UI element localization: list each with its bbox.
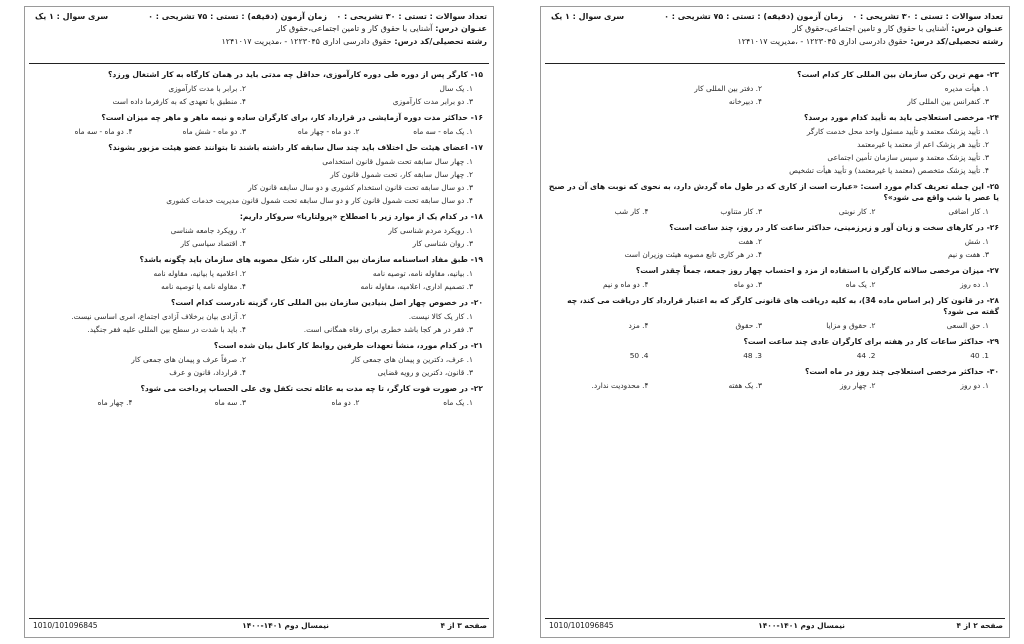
question-number: ۲۷- xyxy=(986,266,999,275)
question-number: ۱۹- xyxy=(470,255,483,264)
exam-time: زمان آزمون (دقیقه) : تستی : ۷۵ تشریحی : ۰ xyxy=(664,12,843,21)
answer-option[interactable]: ۱. ده روز xyxy=(960,280,989,289)
exam-code: 1010/101096845 xyxy=(33,621,98,630)
exam-page-left xyxy=(24,6,494,638)
question-number: ۲۶- xyxy=(986,223,999,232)
answer-option[interactable]: ۴. در هر کاری تابع مصوبه هیئت وزیران است xyxy=(624,250,762,259)
answer-option[interactable]: ۳. سه ماه xyxy=(214,398,246,407)
answer-option[interactable]: ۱. یک ماه xyxy=(443,398,473,407)
answer-option[interactable]: ۲. هفت xyxy=(738,237,762,246)
question-item xyxy=(31,112,487,137)
question-text xyxy=(547,112,1003,123)
question-item xyxy=(547,222,1003,260)
field-label: رشته تحصیلی/کد درس: xyxy=(910,37,1003,46)
question-count: تعداد سوالات : تستی : ۳۰ تشریحی : ۰ xyxy=(852,12,1003,21)
question-number: ۲۱- xyxy=(470,341,483,350)
question-number: ۲۰- xyxy=(470,298,483,307)
answer-option[interactable]: ۴. دبیرخانه xyxy=(728,97,762,106)
question-body: طبق مفاد اساسنامه سازمان بین المللی کار، شکل مصوبه های سازمان باید چگونه باشد؟ xyxy=(139,255,468,264)
question-item xyxy=(31,142,487,206)
question-series: سری سوال : ۱ یک xyxy=(35,12,109,21)
page-footer xyxy=(29,618,489,633)
questions-list xyxy=(547,69,1003,611)
question-body: حداکثر ساعات کار در هفته برای کارگران عادی چند ساعت است؟ xyxy=(743,337,984,346)
page-header xyxy=(545,7,1005,64)
answer-options xyxy=(31,308,487,335)
answer-option[interactable]: ۴. منطبق با تعهدی که به کارفرما داده است xyxy=(112,97,246,106)
question-body: مرخصی استعلاجی باید به تأیید کدام مورد برسد؟ xyxy=(803,113,984,122)
answer-options xyxy=(547,80,1003,107)
answer-option[interactable]: ۲. اعلامیه یا بیانیه، مقاوله نامه xyxy=(153,269,246,278)
answer-option[interactable]: ۴. چهار ماه xyxy=(97,398,133,407)
answer-options xyxy=(31,80,487,107)
answer-options xyxy=(31,153,487,206)
question-body: اعضای هیئت حل اختلاف باید چند سال سابقه کار داشته باشند تا بتوانند عضو هیئت مزبور بشوند؟ xyxy=(108,143,468,152)
answer-options xyxy=(547,233,1003,260)
question-number: ۲۲- xyxy=(470,384,483,393)
answer-options xyxy=(547,123,1003,176)
question-body: مهم ترین رکن سازمان بین المللی کار کدام است؟ xyxy=(797,70,984,79)
answer-option[interactable]: ۱. چهار سال سابقه تحت شمول قانون استخدامی xyxy=(322,157,473,166)
exam-page-right xyxy=(540,6,1010,638)
answer-option[interactable]: ۱. شش xyxy=(964,237,989,246)
answer-option[interactable]: ۴. دو ماه و نیم xyxy=(603,280,649,289)
answer-options xyxy=(547,347,1003,361)
question-text xyxy=(547,265,1003,276)
answer-option[interactable]: 2. 44 xyxy=(856,351,876,360)
question-body: در کدام یک از موارد زیر با اصطلاح «پرولتاریا» سروکار داریم: xyxy=(239,212,468,221)
question-number: ۲۹- xyxy=(986,337,999,346)
question-body: در کارهای سخت و زیان آور و زیرزمینی، حداکثر ساعت کار در روز، چند ساعت است؟ xyxy=(669,223,984,232)
page-header xyxy=(29,7,489,64)
exam-time: زمان آزمون (دقیقه) : تستی : ۷۵ تشریحی : ۰ xyxy=(148,12,327,21)
answer-option[interactable]: ۴. مقاوله نامه یا توصیه نامه xyxy=(161,282,246,291)
answer-option[interactable]: ۳. تصمیم اداری، اعلامیه، مقاوله نامه xyxy=(360,282,473,291)
question-item xyxy=(31,297,487,335)
answer-option[interactable]: ۲. چهار روز xyxy=(839,381,876,390)
field-value: حقوق دادرسی اداری ۱۲۲۳۰۴۵ - ،مدیریت ۱۲۴۱۰۱۷ xyxy=(221,37,392,46)
question-number: ۲۴- xyxy=(986,113,999,122)
question-text xyxy=(31,297,487,308)
question-body: حداکثر مدت دوره آزمایشی در قرارداد کار، برای کارگران ساده و نیمه ماهر و ماهر چه میزان است؟ xyxy=(101,113,468,122)
exam-code: 1010/101096845 xyxy=(549,621,614,630)
answer-option[interactable]: ۳. دو برابر مدت کارآموزی xyxy=(392,97,473,106)
field-value: حقوق دادرسی اداری ۱۲۲۳۰۴۵ - ،مدیریت ۱۲۴۱۰۱۷ xyxy=(737,37,908,46)
answer-options xyxy=(31,265,487,292)
question-item xyxy=(547,265,1003,290)
course-label: عنـوان درس: xyxy=(951,24,1003,33)
term-label: نیمسال دوم ۱۴۰۱-۱۴۰۰ xyxy=(758,621,845,630)
question-text xyxy=(547,69,1003,80)
answer-option[interactable]: 4. 50 xyxy=(629,351,649,360)
answer-option[interactable]: ۳. کار متناوب xyxy=(720,207,762,216)
question-body: در صورت فوت کارگر، تا چه مدت به عائله تحت تکفل وی علی الحساب پرداخت می شود؟ xyxy=(140,384,468,393)
question-body: کارگر پس از دوره طی دوره کارآموزی، حداقل چه مدتی باید در همان کارگاه به کار اشتغال ورزد؟ xyxy=(107,70,468,79)
question-number: ۲۳- xyxy=(986,70,999,79)
question-text xyxy=(31,112,487,123)
question-text xyxy=(547,222,1003,233)
question-number: ۱۵- xyxy=(470,70,483,79)
answer-option[interactable]: ۳. دو ماه - شش ماه xyxy=(182,127,246,136)
question-number: ۱۷- xyxy=(470,143,483,152)
answer-option[interactable]: ۱. حق السعی xyxy=(946,321,989,330)
answer-option[interactable]: ۱. تأیید پزشک معتمد و تأیید مسئول واحد محل خدمت کارگر xyxy=(806,127,989,136)
question-number: ۳۰- xyxy=(986,367,999,376)
question-number: ۱۸- xyxy=(470,212,483,221)
answer-option[interactable]: ۳. روان شناسی کار xyxy=(412,239,473,248)
question-number: ۱۶- xyxy=(470,113,483,122)
question-item xyxy=(547,336,1003,361)
answer-option[interactable]: ۲. صرفاً عرف و پیمان های جمعی کار xyxy=(131,355,246,364)
answer-option[interactable]: ۳. تأیید پزشک معتمد و سپس سازمان تأمین اجتماعی xyxy=(827,153,989,162)
answer-option[interactable]: ۲. یک ماه xyxy=(845,280,876,289)
question-body: در خصوص چهار اصل بنیادین سازمان بین المللی کار، گزینه نادرست کدام است؟ xyxy=(170,298,468,307)
answer-option[interactable]: ۲. دفتر بین المللی کار xyxy=(694,84,762,93)
term-label: نیمسال دوم ۱۴۰۱-۱۴۰۰ xyxy=(242,621,329,630)
answer-option[interactable]: ۳. حقوق xyxy=(735,321,762,330)
question-text xyxy=(31,254,487,265)
question-body: در قانون کار (بر اساس ماده 34)، به کلیه دریافت های قانونی کارگر که به اعتبار قرارداد کار دریافت می کند، چه گفته می شود؟ xyxy=(567,296,999,316)
question-item xyxy=(547,112,1003,176)
question-body: حداکثر مرخصی استعلاجی چند روز در ماه است؟ xyxy=(805,367,984,376)
field-label: رشته تحصیلی/کد درس: xyxy=(394,37,487,46)
question-item xyxy=(547,366,1003,391)
answer-options xyxy=(547,203,1003,217)
question-count: تعداد سوالات : تستی : ۳۰ تشریحی : ۰ xyxy=(336,12,487,21)
question-text xyxy=(547,336,1003,347)
question-item xyxy=(31,69,487,107)
answer-option[interactable]: ۳. دو ماه xyxy=(734,280,762,289)
answer-option[interactable]: ۴. مزد xyxy=(628,321,649,330)
answer-option[interactable]: ۲. کار نوبتی xyxy=(838,207,876,216)
question-text xyxy=(31,211,487,222)
answer-option[interactable]: ۴. باید با شدت در سطح بین المللی علیه فقر جنگید. xyxy=(87,325,246,334)
answer-option[interactable]: ۳. قانون، دکترین و رویه قضایی xyxy=(377,368,473,377)
page-number: صفحه ۲ از ۴ xyxy=(956,621,1003,630)
answer-option[interactable]: ۳. یک هفته xyxy=(728,381,762,390)
answer-option[interactable]: ۲. دو ماه - چهار ماه xyxy=(297,127,360,136)
answer-option[interactable]: ۱. عرف، دکترین و پیمان های جمعی کار xyxy=(351,355,473,364)
question-text xyxy=(31,142,487,153)
questions-list xyxy=(31,69,487,611)
page-number: صفحه ۳ از ۴ xyxy=(440,621,487,630)
answer-options xyxy=(31,123,487,137)
answer-option[interactable]: ۴. اقتصاد سیاسی کار xyxy=(180,239,246,248)
answer-option[interactable]: ۱. بیانیه، مقاوله نامه، توصیه نامه xyxy=(372,269,473,278)
course-value: آشنایی با حقوق کار و تامین اجتماعی،حقوق کار xyxy=(276,24,433,33)
answer-option[interactable]: ۴. تأیید پزشک متخصص (معتمد یا غیرمعتمد) و تأیید هیأت تشخیص xyxy=(789,166,989,175)
question-text xyxy=(547,295,1003,317)
question-number: ۲۸- xyxy=(986,296,999,305)
answer-option[interactable]: ۴. کار شب xyxy=(614,207,649,216)
answer-option[interactable]: ۱. هیأت مدیره xyxy=(944,84,989,93)
answer-option[interactable]: ۲. چهار سال سابقه کار، تحت شمول قانون کار xyxy=(330,170,473,179)
answer-option[interactable]: ۳. کنفرانس بین المللی کار xyxy=(907,97,989,106)
question-text xyxy=(547,366,1003,377)
answer-option[interactable]: ۱. دو روز xyxy=(960,381,989,390)
question-item xyxy=(547,295,1003,331)
answer-option[interactable]: ۱. کار اضافی xyxy=(948,207,989,216)
answer-options xyxy=(31,394,487,408)
question-text xyxy=(31,383,487,394)
answer-option[interactable]: ۲. تأیید هر پزشک اعم از معتمد یا غیرمعتمد xyxy=(857,140,989,149)
question-body: میزان مرخصی سالانه کارگران با استفاده از مزد و احتساب چهار روز جمعه، جمعاً چقدر است؟ xyxy=(635,266,984,275)
question-series: سری سوال : ۱ یک xyxy=(551,12,625,21)
answer-options xyxy=(547,276,1003,290)
question-item xyxy=(31,254,487,292)
answer-option[interactable]: ۲. آزادی بیان برخلاف آزادی اجتماع، امری اساسی نیست. xyxy=(71,312,246,321)
question-item xyxy=(547,69,1003,107)
answer-options xyxy=(547,377,1003,391)
course-value: آشنایی با حقوق کار و تامین اجتماعی،حقوق کار xyxy=(792,24,949,33)
answer-option[interactable]: ۱. کار یک کالا نیست. xyxy=(408,312,473,321)
page-gutter xyxy=(494,0,540,644)
answer-options xyxy=(31,222,487,249)
question-text xyxy=(547,181,1003,203)
answer-options xyxy=(547,317,1003,331)
answer-option[interactable]: ۴. دو سال سابقه تحت شمول قانون کار و دو سال سابقه تحت شمول قانون مدیریت خدمات کشوری xyxy=(166,196,473,205)
answer-option[interactable]: ۱. یک سال xyxy=(439,84,473,93)
question-text xyxy=(31,69,487,80)
question-item xyxy=(31,340,487,378)
question-item xyxy=(31,211,487,249)
question-item xyxy=(31,383,487,408)
question-body: این جمله تعریف کدام مورد است: «عبارت است از کاری که در طول ماه گردش دارد، به نحوی که نوبت های آن در صبح یا عصر یا شب واقع می شود»؟ xyxy=(548,182,999,202)
answer-option[interactable]: ۴. قرارداد، قانون و عرف xyxy=(169,368,246,377)
question-body: در کدام مورد، منشأ تعهدات طرفین روابط کار کامل بیان شده است؟ xyxy=(213,341,468,350)
answer-options xyxy=(31,351,487,378)
answer-option[interactable]: ۴. محدودیت ندارد. xyxy=(591,381,649,390)
answer-option[interactable]: ۱. یک ماه - سه ماه xyxy=(413,127,473,136)
answer-option[interactable]: ۱. رویکرد مردم شناسی کار xyxy=(388,226,473,235)
answer-option[interactable]: ۳. دو سال سابقه تحت قانون استخدام کشوری و دو سال سابقه قانون کار xyxy=(248,183,473,192)
question-item xyxy=(547,181,1003,217)
answer-option[interactable]: 1. 40 xyxy=(970,351,989,360)
answer-option[interactable]: ۲. برابر با مدت کارآموزی xyxy=(168,84,246,93)
answer-option[interactable]: ۳. فقر در هر کجا باشد خطری برای رفاه همگانی است. xyxy=(303,325,473,334)
answer-option[interactable]: ۳. هفت و نیم xyxy=(947,250,989,259)
course-label: عنـوان درس: xyxy=(435,24,487,33)
question-text xyxy=(31,340,487,351)
answer-option[interactable]: 3. 48 xyxy=(743,351,762,360)
page-footer xyxy=(545,618,1005,633)
answer-option[interactable]: ۴. دو ماه - سه ماه xyxy=(74,127,133,136)
question-number: ۲۵- xyxy=(986,182,999,191)
answer-option[interactable]: ۲. حقوق و مزایا xyxy=(826,321,876,330)
answer-option[interactable]: ۲. دو ماه xyxy=(331,398,360,407)
answer-option[interactable]: ۲. رویکرد جامعه شناسی xyxy=(170,226,246,235)
